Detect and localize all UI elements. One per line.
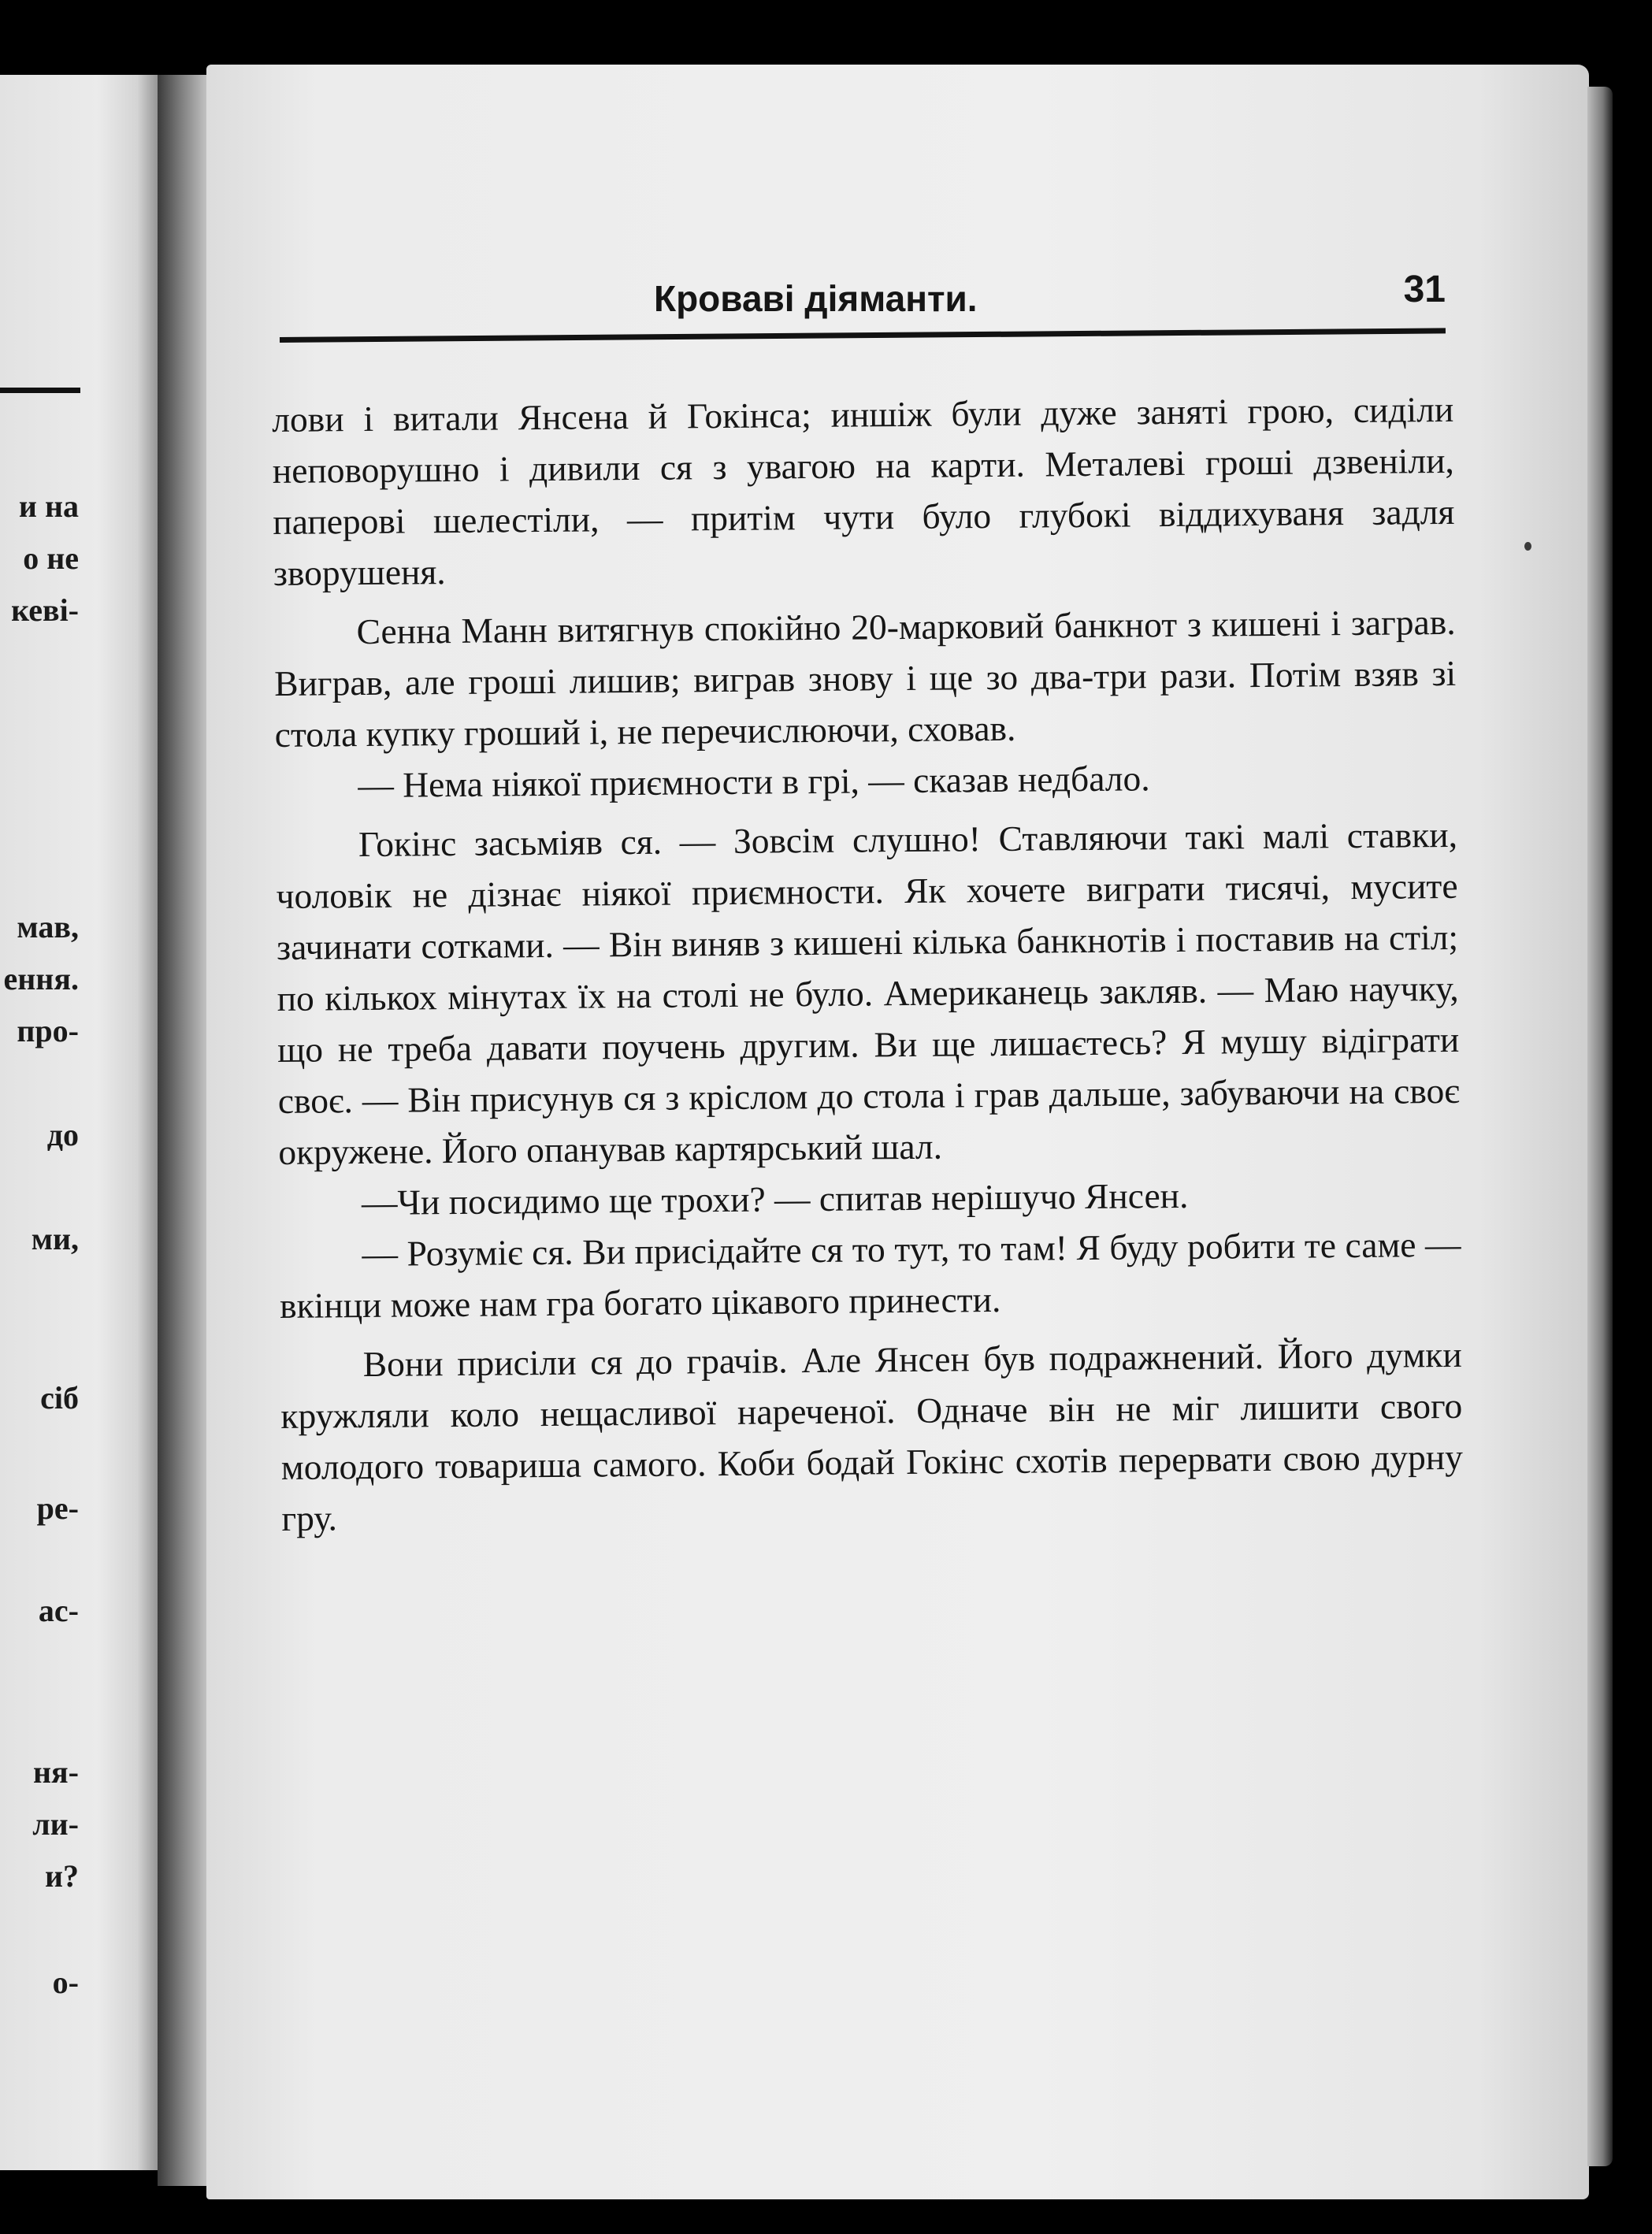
previous-page-line-fragment: ре- (36, 1490, 79, 1526)
paragraph: лови і витали Янсена й Гокінса; иншіж були дуже заняті грою, сиділи неповорушно і дивили ся з увагою на карти. Металеві гроші дзвеніли, паперові шелестіли, — притім чути було глубокі віддихуваня задля зворушеня. (272, 388, 1455, 593)
previous-page (0, 75, 161, 2170)
previous-page-line-fragment: ня- (32, 1754, 79, 1790)
previous-page-line-fragment: про- (17, 1013, 79, 1048)
paragraph: Гокінс засьміяв ся. — Зовсім слушно! Ставляючи такі малі ставки, чоловік не дізнає ніякої приємности. Як хочете виграти тисячі, мусите зачинати сотками. — Він виняв з кишені кілька банкнотів і поставив на стіл; по кількох мінутах їх на столі не було. Американець закляв. — Маю научку, що не треба давати поучень другим. Ви ще лишаєтесь? Я мушу відіграти своє. — Він присунув ся з кріслом до стола і грав дальше, забуваючи на своє окружене. Його опанував картярський шал. (276, 814, 1460, 1172)
page-number: 31 (1403, 269, 1446, 310)
paragraph: Сенна Манн витягнув спокійно 20-марковий банкнот з кишені і заграв. Виграв, але гроші лишив; виграв знову і ще зо два-три рази. Потім взяв зі стола купку гроший і, не перечислюючи, сховав. (273, 601, 1457, 755)
page-body (272, 384, 1464, 1544)
previous-page-line-fragment: мав, (17, 909, 79, 944)
previous-page-line-fragment: до (46, 1117, 79, 1152)
previous-page-line-fragment: ли- (32, 1806, 79, 1842)
previous-page-line-fragment: кеві- (11, 592, 79, 628)
previous-page-line-fragment: и на (18, 488, 79, 524)
paragraph: — Нема ніякої приємности в грі, — сказав недбало. (358, 758, 1150, 806)
print-speck (1524, 542, 1531, 551)
previous-page-line-fragment: и? (44, 1858, 79, 1894)
previous-page-line-fragment: о не (23, 540, 79, 576)
previous-page-line-fragment: ення. (3, 961, 79, 996)
paragraph: Вони присіли ся до грачів. Але Янсен був подражнений. Його думки кружляли коло нещасливої нареченої. Одначе він не міг лишити свого молодого товариша самого. Коби бодай Гокінс схотів перервати свою дурну гру. (280, 1334, 1464, 1538)
previous-page-line-fragment: ми, (31, 1221, 79, 1256)
previous-page-line-fragment: ас- (38, 1593, 79, 1628)
running-header (280, 268, 1446, 331)
page-edge-shadow (1587, 87, 1613, 2166)
paragraph: — Розуміє ся. Ви присідайте ся то тут, то там! Я буду робити те саме — вкінци може нам гра богато цікавого принести. (279, 1223, 1461, 1326)
previous-page-line-fragment: о- (52, 1965, 79, 2000)
previous-page-line-fragment: сіб (40, 1380, 79, 1416)
running-title: Кроваві діяманти. (654, 278, 978, 319)
paragraph: —Чи посидимо ще трохи? — спитав нерішучо Янсен. (361, 1175, 1189, 1223)
previous-page-header-rule (0, 388, 80, 393)
